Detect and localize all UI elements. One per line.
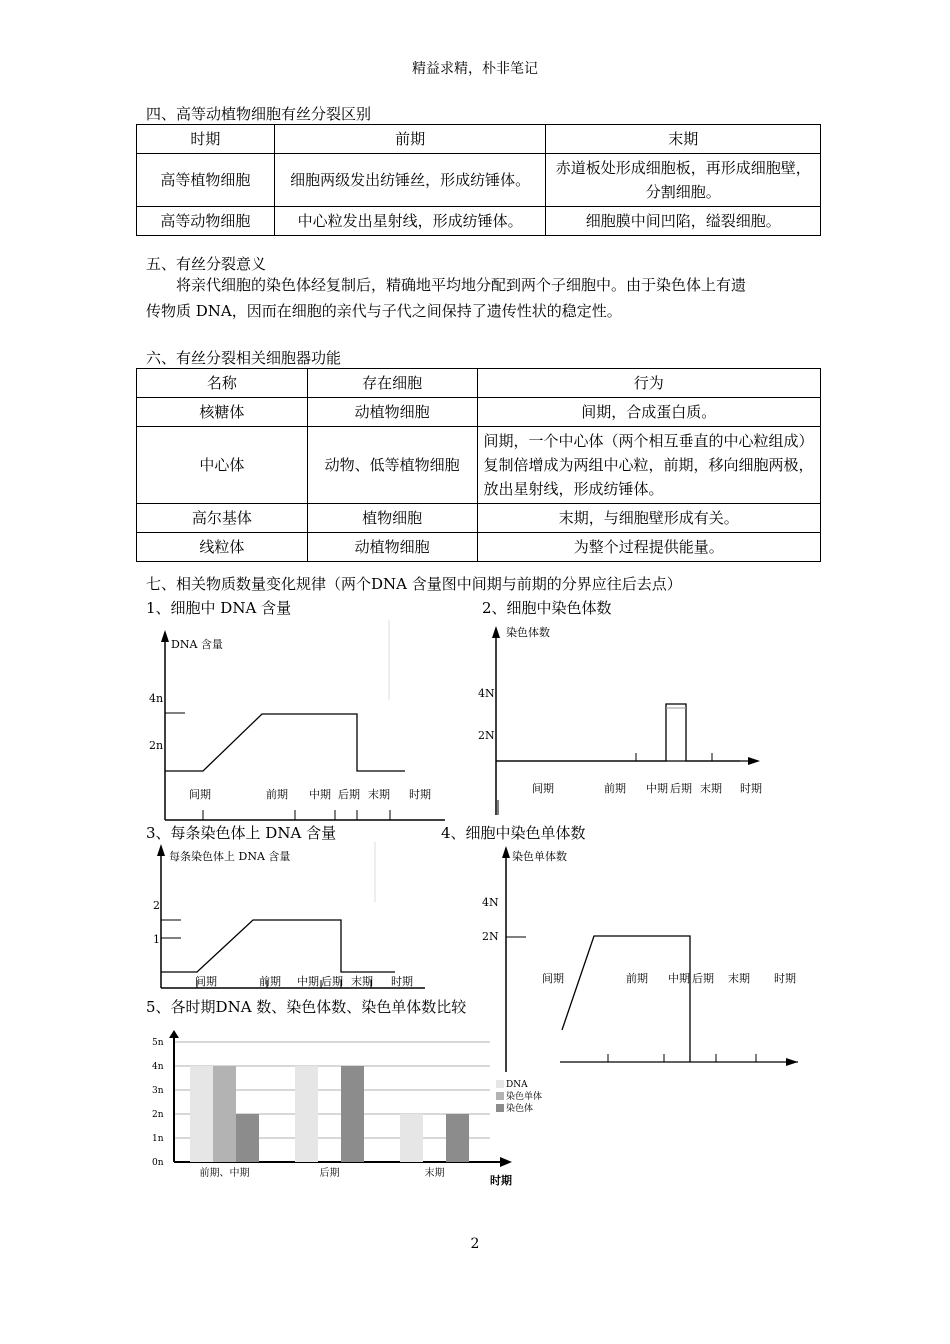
x-tick-label: 间期 <box>189 788 211 801</box>
bar-DNA <box>400 1114 423 1162</box>
x-ticks <box>197 980 371 988</box>
y-axis-arrow <box>161 630 169 642</box>
page-number: 2 <box>470 1236 480 1252</box>
y-axis-label: 每条染色体上 DNA 含量 <box>169 850 291 863</box>
data-line <box>496 704 740 761</box>
x-tick-label: 后期 <box>338 788 360 801</box>
section-4-title: 四、高等动植物细胞有丝分裂区别 <box>146 105 372 123</box>
y-axis-arrow <box>169 1030 179 1038</box>
x-tick-label: 时期 <box>409 788 431 801</box>
x-ticks <box>608 1054 756 1062</box>
paragraph-line: 将亲代细胞的染色体经复制后，精确地平均地分配到两个子细胞中。由于染色体上有遗 <box>176 276 747 294</box>
x-tick-label: 时期 <box>391 975 413 988</box>
legend-swatch <box>496 1104 504 1112</box>
x-tick-label: 后期 <box>692 972 714 985</box>
data-line <box>562 936 690 1062</box>
table-cell: 动植物细胞 <box>307 398 477 427</box>
y-axis-label: 染色体数 <box>506 626 550 639</box>
bar-染色体 <box>341 1066 364 1162</box>
legend-label: 染色体 <box>506 1104 534 1114</box>
chart-3-title: 3、每条染色体上 DNA 含量 <box>146 824 337 842</box>
data-line <box>165 714 405 771</box>
table-header: 前期 <box>274 125 546 154</box>
table-cell: 赤道板处形成细胞板，再形成细胞壁，分割细胞。 <box>546 154 821 207</box>
table-cell: 高等植物细胞 <box>137 154 275 207</box>
table-header: 存在细胞 <box>307 369 477 398</box>
x-tick-label: 间期 <box>532 782 554 795</box>
section-6-title: 六、有丝分裂相关细胞器功能 <box>146 349 342 367</box>
data-line <box>161 920 395 972</box>
chart-2-title: 2、细胞中染色体数 <box>482 599 612 617</box>
y-tick-label: 5n <box>152 1038 164 1048</box>
table-row <box>137 427 821 504</box>
x-axis-arrow <box>748 757 760 765</box>
table-header-row <box>137 125 821 154</box>
plant-animal-table <box>136 124 821 236</box>
x-tick-label: 后期 <box>670 782 692 795</box>
x-axis-arrow <box>786 1058 798 1066</box>
x-ticks <box>636 753 712 761</box>
x-tick-label: 前期 <box>266 788 288 801</box>
y-tick-label: 4N <box>478 687 495 700</box>
table-row <box>137 207 821 236</box>
chart-5-title: 5、各时期DNA 数、染色体数、染色单体数比较 <box>146 998 467 1016</box>
table-cell: 末期，与细胞壁形成有关。 <box>477 504 821 533</box>
x-tick-label: 末期 <box>351 975 373 988</box>
category-label: 前期、中期 <box>199 1168 250 1179</box>
y-axis-arrow <box>157 844 165 856</box>
category-label: 末期 <box>424 1168 445 1179</box>
table-cell: 间期，一个中心体（两个相互垂直的中心粒组成）复制倍增成为两组中心粒，前期，移向细胞两极，放出星射线，形成纺锤体。 <box>477 427 821 504</box>
y-axis-label: 染色单体数 <box>512 850 567 863</box>
y-tick-label: 3n <box>152 1086 164 1096</box>
table-cell: 中心粒发出星射线，形成纺锤体。 <box>274 207 546 236</box>
table-cell: 细胞膜中间凹陷，缢裂细胞。 <box>546 207 821 236</box>
page-header: 精益求精，朴非笔记 <box>412 61 538 77</box>
x-tick-label: 前期 <box>604 782 626 795</box>
table-cell: 为整个过程提供能量。 <box>477 533 821 562</box>
organelle-table <box>136 368 821 562</box>
table-header: 末期 <box>546 125 821 154</box>
y-tick-label: 2N <box>482 930 499 943</box>
chart-4-chromatid-count <box>480 842 800 1082</box>
table-row <box>137 154 821 207</box>
x-tick-label: 时期 <box>774 972 796 985</box>
table-header: 名称 <box>137 369 308 398</box>
bar-染色体 <box>236 1114 259 1162</box>
table-cell: 高等动物细胞 <box>137 207 275 236</box>
section-5-title: 五、有丝分裂意义 <box>146 255 267 273</box>
bar-DNA <box>190 1066 213 1162</box>
table-row <box>137 398 821 427</box>
x-tick-label: 前期 <box>626 972 648 985</box>
table-row <box>137 504 821 533</box>
table-cell: 核糖体 <box>137 398 308 427</box>
chart-1-dna-content <box>145 620 455 830</box>
paragraph-line: 传物质 DNA，因而在细胞的亲代与子代之间保持了遗传性状的稳定性。 <box>146 302 622 320</box>
table-cell: 线粒体 <box>137 533 308 562</box>
table-cell: 动物、低等植物细胞 <box>307 427 477 504</box>
section-7-title: 七、相关物质数量变化规律（两个DNA 含量图中间期与前期的分界应往后去点） <box>146 575 682 593</box>
legend-label: 染色单体 <box>506 1092 543 1102</box>
y-tick-label: 0n <box>152 1158 164 1168</box>
y-tick-label: 2n <box>152 1110 164 1120</box>
x-tick-label: 中期 <box>646 782 668 795</box>
y-tick-label: 2n <box>149 739 164 752</box>
category-labels <box>200 1166 445 1179</box>
x-tick-label: 间期 <box>195 975 217 988</box>
y-tick-label: 2N <box>478 729 495 742</box>
table-row <box>137 533 821 562</box>
legend-label: DNA <box>506 1080 528 1090</box>
y-tick-label: 4n <box>152 1062 164 1072</box>
bar-染色体 <box>446 1114 469 1162</box>
table-cell: 植物细胞 <box>307 504 477 533</box>
x-tick-label: 中期 <box>668 972 690 985</box>
x-tick-label: 时期 <box>740 782 762 795</box>
x-axis-label: 时期 <box>490 1174 512 1187</box>
category-label: 后期 <box>319 1168 340 1179</box>
chart-4-title: 4、细胞中染色单体数 <box>441 824 586 842</box>
y-axis-arrow <box>502 846 510 858</box>
legend-swatch <box>496 1080 504 1088</box>
x-tick-label: 间期 <box>542 972 564 985</box>
x-tick-label: 中期 <box>297 975 319 988</box>
y-tick-label: 1n <box>152 1134 164 1144</box>
chart-1-title: 1、细胞中 DNA 含量 <box>146 599 292 617</box>
y-tick-label: 4N <box>482 896 499 909</box>
chart-5-bar-comparison <box>140 1030 543 1190</box>
x-tick-label: 中期 <box>309 788 331 801</box>
table-header-row <box>137 369 821 398</box>
x-tick-label: 末期 <box>728 972 750 985</box>
x-ticks <box>203 810 390 820</box>
x-tick-label: 末期 <box>368 788 390 801</box>
table-cell: 细胞两级发出纺锤丝，形成纺锤体。 <box>274 154 546 207</box>
table-cell: 中心体 <box>137 427 308 504</box>
x-tick-label: 后期 <box>321 975 343 988</box>
chart-3-dna-per-chromosome <box>145 842 435 992</box>
table-cell: 高尔基体 <box>137 504 308 533</box>
y-tick-label: 4n <box>149 692 164 705</box>
legend <box>496 1080 542 1114</box>
table-header: 时期 <box>137 125 275 154</box>
bar-DNA <box>295 1066 318 1162</box>
x-axis-arrow <box>500 1157 512 1167</box>
table-header: 行为 <box>477 369 821 398</box>
table-cell: 间期，合成蛋白质。 <box>477 398 821 427</box>
y-tick-labels <box>152 1038 164 1168</box>
y-tick-label: 2 <box>153 899 160 912</box>
x-tick-label: 末期 <box>700 782 722 795</box>
bar-染色单体 <box>213 1066 236 1162</box>
y-axis-arrow <box>492 626 500 638</box>
y-tick-label: 1 <box>153 933 160 946</box>
table-cell: 动植物细胞 <box>307 533 477 562</box>
chart-2-chromosome-count <box>480 620 770 820</box>
y-axis-label: DNA 含量 <box>171 638 223 651</box>
x-tick-label: 前期 <box>259 975 281 988</box>
legend-swatch <box>496 1092 504 1100</box>
